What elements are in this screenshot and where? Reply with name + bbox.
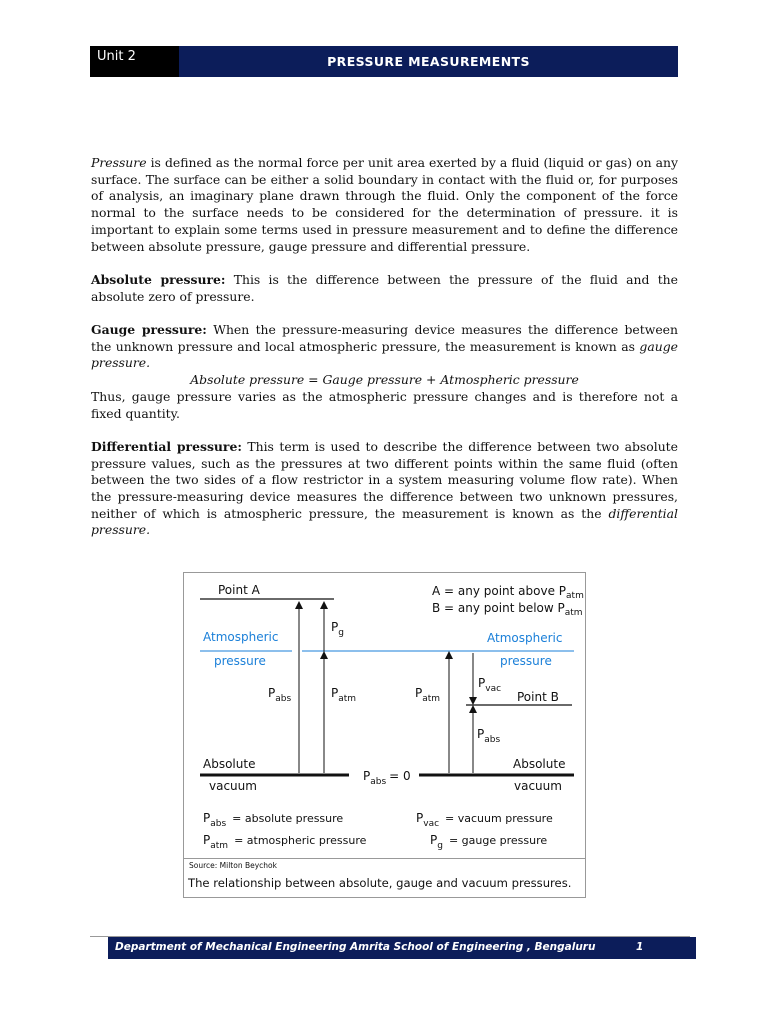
page-title: PRESSURE MEASUREMENTS [327, 54, 530, 69]
def-p-atm: $P_{atm}$ = atmospheric pressure [203, 833, 367, 851]
def-p-vac: $P_{vac}$ = vacuum pressure [416, 811, 553, 829]
pressure-equation: Absolute pressure = Gauge pressure + Atmospheric pressure [190, 372, 579, 388]
paragraph-text: This term is used to describe the difference between two absolute pressure values, such as the pressures at two different points within the same fluid (often between the two sides of a flow restrictor in a system measuring volume flow rate). When the pressure-measuring device measures the difference between two unknown pressures, neither of which is atmospheric pressure, the measurement is known as the [91, 438, 678, 521]
p-vac-label: $P_{vac}$ [478, 676, 502, 694]
paragraph-text: When the pressure-measuring device measures the difference between the unknown pressure and local atmospheric pressure, the measurement is known as [91, 322, 678, 354]
pressure-label-right: pressure [500, 654, 552, 668]
p-g-label: $P_g$ [331, 620, 344, 638]
paragraph-text: Thus, gauge pressure varies as the atmospheric pressure changes and is therefore not a fixed quantity. [91, 388, 678, 421]
page-header [90, 46, 678, 77]
vacuum-label-right: vacuum [514, 779, 562, 793]
term-gauge-pressure: Gauge pressure: [91, 322, 207, 337]
absolute-label-right: Absolute [513, 757, 566, 771]
point-b-label: Point B [517, 690, 559, 704]
figure-caption: The relationship between absolute, gauge and vacuum pressures. [188, 876, 572, 890]
p-atm-label-left: $P_{atm}$ [331, 686, 357, 704]
paragraph-pressure [91, 155, 678, 255]
def-p-g: $P_g$ = gauge pressure [430, 833, 548, 851]
figure-source: Source: Milton Beychok [184, 858, 585, 873]
pressure-diagram [184, 573, 585, 858]
paragraph-text: This is the difference between the pressure of the fluid and the absolute zero of pressure. [91, 271, 678, 304]
document-body [91, 155, 678, 556]
paragraph-differential-pressure [91, 439, 678, 539]
pressure-diagram-figure [183, 572, 586, 898]
paragraph-gauge-pressure [91, 322, 678, 422]
unit-label: Unit 2 [90, 46, 179, 77]
page-number: 1 [636, 941, 644, 953]
pressure-label-left: pressure [214, 654, 266, 668]
page-footer [108, 937, 696, 959]
p-atm-label-right: $P_{atm}$ [415, 686, 441, 704]
term-differential-pressure: Differential pressure: [91, 438, 242, 454]
def-p-abs: $P_{abs}$ = absolute pressure [203, 811, 344, 829]
p-abs-label-left: $P_{abs}$ [268, 686, 292, 704]
footer-department: Department of Mechanical Engineering [115, 941, 347, 953]
atmospheric-label-right: Atmospheric [487, 631, 563, 645]
paragraph-absolute-pressure [91, 272, 678, 305]
emphasis-differential: differential pressure. [91, 505, 678, 538]
footer-school: Amrita School of Engineering , Bengaluru [350, 941, 596, 953]
absolute-label-left: Absolute [203, 757, 256, 771]
vacuum-label-left: vacuum [209, 779, 257, 793]
point-a-label: Point A [218, 583, 260, 597]
atmospheric-label-left: Atmospheric [203, 630, 279, 644]
term-pressure: Pressure [91, 155, 147, 170]
legend-below: B = any point below $P_{atm}$ [432, 601, 583, 618]
p-abs-zero-label: $P_{abs} = 0$ [363, 769, 411, 787]
paragraph-text: is defined as the normal force per unit area exerted by a fluid (liquid or gas) on any surface. The surface can be either a solid boundary in contact with the fluid or, for purposes of analysis, an imaginary plane drawn through the fluid. Only the component of the force normal to the surface needs to be considered for the determination of pressure. it is important to explain some terms used in pressure measurement and to define the difference between absolute pressure, gauge pressure and differential pressure. [91, 155, 678, 254]
p-abs-label-right: $P_{abs}$ [477, 727, 501, 745]
legend-above: A = any point above $P_{atm}$ [432, 584, 584, 601]
term-absolute-pressure: Absolute pressure: [91, 271, 226, 287]
emphasis-gauge: gauge pressure. [91, 338, 678, 371]
